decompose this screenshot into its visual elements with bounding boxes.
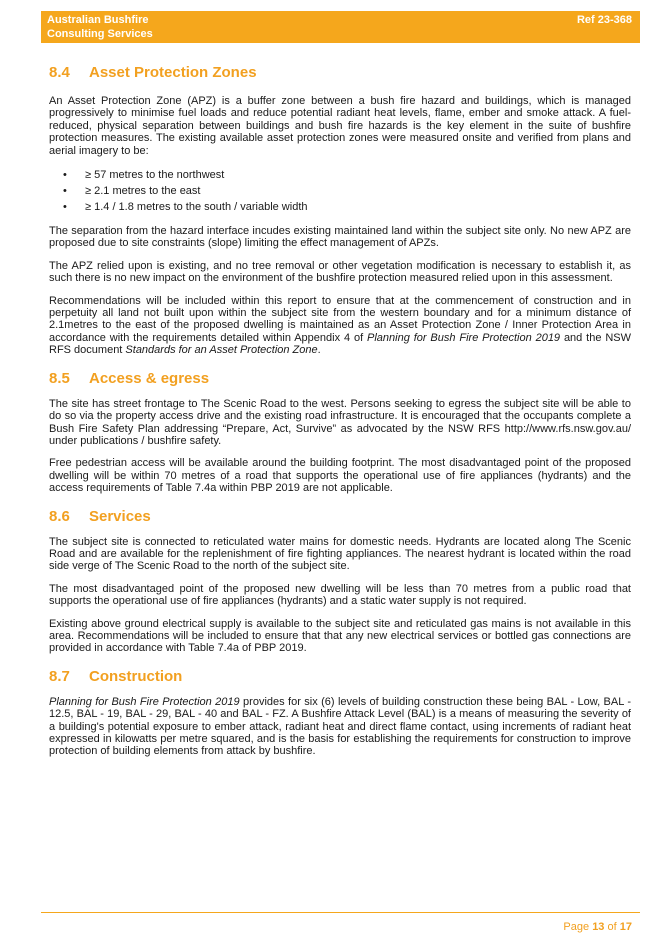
paragraph: The APZ relied upon is existing, and no tree removal or other vegetation modification is necessary to establish it, as such there is no new impact on the environment of the bushfire protection measured relied upon in this assessment. <box>49 259 631 285</box>
apz-distance-list <box>49 167 631 215</box>
page-header <box>41 11 640 43</box>
section-number: 8.6 <box>49 507 70 525</box>
paragraph: The most disadvantaged point of the proposed new dwelling will be less than 70 metres from a public road that supports the operational use of fire appliances (hydrants) and a static water supply is not required. <box>49 582 631 608</box>
paragraph: Planning for Bush Fire Protection 2019 provides for six (6) levels of building construction these being BAL - Low, BAL - 12.5, BAL - 19, BAL - 29, BAL - 40 and BAL - FZ. A Bushfire Attack Level (BAL) is a means of measuring the severity of a building's potential exposure to ember attack, radiant heat and direct flame contact, using increments of radiant heat expressed in kilowatts per metre squared, and is the basis for establishing the requirements for construction to improve protection of building elements from attack by bushfire. <box>49 695 631 758</box>
section-number: 8.7 <box>49 667 70 685</box>
document-citation: Planning for Bush Fire Protection 2019 <box>367 331 561 344</box>
section-heading-8-4 <box>49 63 631 83</box>
section-heading-8-6 <box>49 507 631 527</box>
paragraph: The separation from the hazard interface incudes existing maintained land within the subject site only. No new APZ are proposed due to site constraints (slope) limiting the effect management of APZs. <box>49 225 631 250</box>
organisation-name <box>47 14 153 41</box>
footer-divider <box>41 912 640 913</box>
page-number: Page 13 of 17 <box>563 921 632 933</box>
paragraph: Existing above ground electrical supply is available to the subject site and reticulated gas mains is not available in this area. Recommendations will be included to ensure that that any new electrical services or bottled gas connections are provided in accordance with Table 7.4a of PBP 2019. <box>49 617 631 655</box>
bullet-icon: • <box>63 169 67 182</box>
list-item: • ≥ 2.1 metres to the east <box>63 185 201 198</box>
org-line-1: Australian Bushfire <box>47 14 149 26</box>
document-body <box>49 63 631 758</box>
list-item: • ≥ 1.4 / 1.8 metres to the south / variable width <box>63 201 308 214</box>
section-title: Access & egress <box>89 369 210 387</box>
section-title: Construction <box>89 667 183 685</box>
current-page: 13 <box>592 921 605 933</box>
section-heading-8-5 <box>49 369 631 389</box>
paragraph: An Asset Protection Zone (APZ) is a buffer zone between a bush fire hazard and buildings, which is managed progressively to minimise fuel loads and reduce potential radiant heat levels, flame, ember and smoke attack. A fuel-reduced, physical separation between buildings and bush fire hazards is the key element in the suite of bushfire protection measures. The existing available asset protection zones were measured onsite and verified from plans and aerial imagery to be: <box>49 95 631 157</box>
section-number: 8.5 <box>49 369 70 387</box>
reference-number: Ref 23-368 <box>576 14 632 26</box>
list-item: • ≥ 57 metres to the northwest <box>63 169 225 182</box>
document-citation: Standards for an Asset Protection Zone <box>125 344 318 357</box>
paragraph: Recommendations will be included within this report to ensure that at the commencement of construction and in perpetuity all land not built upon within the subject site from the western boundary and for a minimum distance of 2.1metres to the east of the proposed dwelling is maintained as an Asset Protection Zone / Inner Protection Area in accordance with the requirements detailed within Appendix 4 of Planning for Bush Fire Protection 2019 and the NSW RFS document Standards for an Asset Protection Zone. <box>49 294 631 357</box>
section-title: Services <box>89 507 151 525</box>
org-line-2: Consulting Services <box>47 27 153 40</box>
section-title: Asset Protection Zones <box>89 64 257 81</box>
paragraph: The site has street frontage to The Scenic Road to the west. Persons seeking to egress the subject site will be able to do so via the property access drive and the existing road infrastructure. It is encouraged that the occupants complete a Bush Fire Safety Plan addressing “Prepare, Act, Survive” as advocated by the NSW RFS http://www.rfs.nsw.gov.au/ under publications / bushfire safety. <box>49 397 631 447</box>
paragraph: The subject site is connected to reticulated water mains for domestic needs. Hydrants are located along The Scenic Road and are available for the replenishment of fire fighting appliances. The nearest hydrant is located within the road side verge of The Scenic Road to the north of the subject site. <box>49 535 631 573</box>
bullet-icon: • <box>63 185 67 198</box>
section-number: 8.4 <box>49 64 70 81</box>
bullet-icon: • <box>63 201 67 214</box>
section-heading-8-7 <box>49 667 631 687</box>
paragraph: Free pedestrian access will be available around the building footprint. The most disadvantaged point of the proposed dwelling will be within 70 metres of a road that supports the operational use of fire appliances (hydrants) and the access requirements of Table 7.4a within PBP 2019 are not applicable. <box>49 457 631 495</box>
document-citation: Planning for Bush Fire Protection 2019 <box>49 695 240 708</box>
total-pages: 17 <box>619 921 632 933</box>
